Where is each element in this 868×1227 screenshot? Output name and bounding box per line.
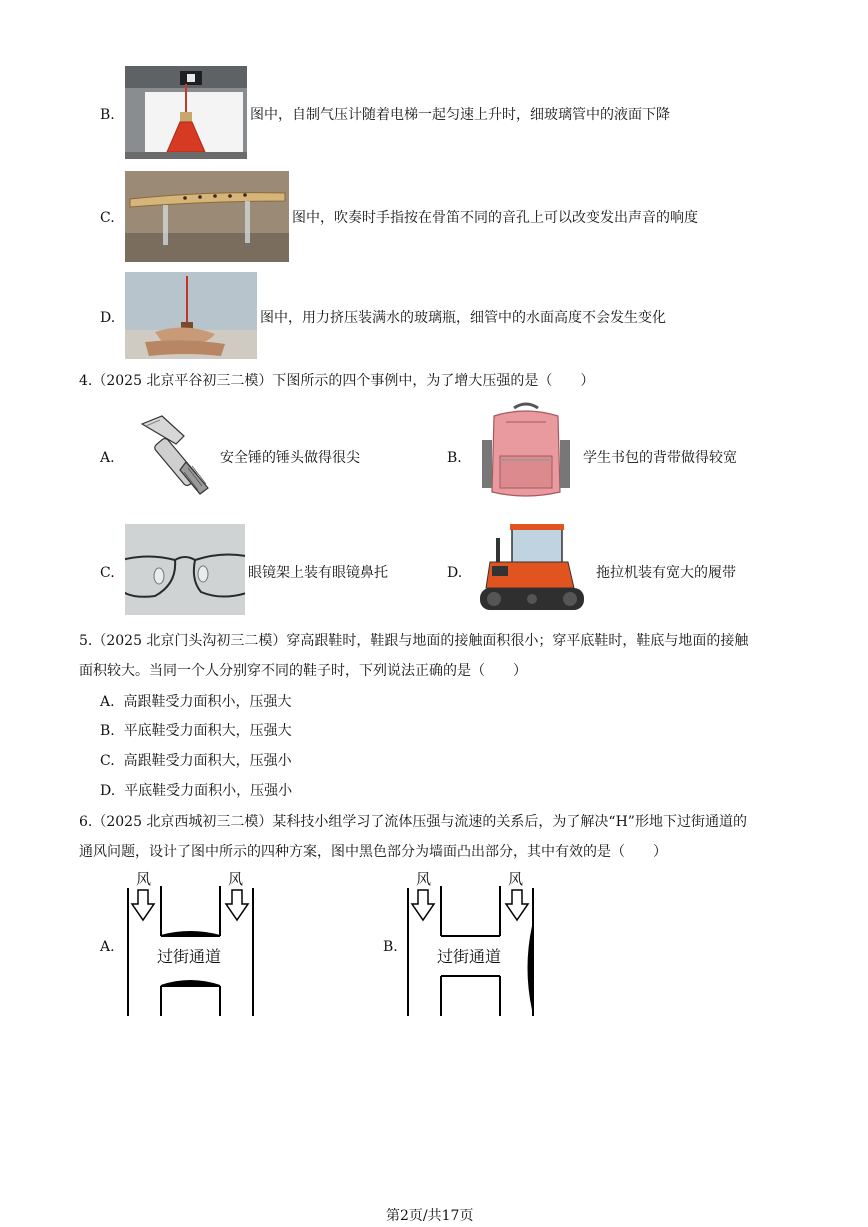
q4-option-d-label: D.: [447, 565, 463, 581]
q5-option-b-label: B.: [100, 723, 115, 739]
q6-diagram-a-wind-right: 风: [228, 870, 244, 888]
q5-option-d: [100, 782, 292, 800]
q5-stem-line-2: 面积较大。当同一个人分别穿不同的鞋子时，下列说法正确的是（ ）: [79, 663, 527, 679]
q5-stem-line-1: 5.（2025 北京门头沟初三二模）穿高跟鞋时，鞋跟与地面的接触面积很小；穿平底鞋时，鞋底与地面的接触: [79, 633, 749, 649]
q5-option-b: [100, 722, 292, 740]
q6-stem-line-2: 通风问题，设计了图中所示的四种方案，图中黑色部分为墙面凸出部分，其中有效的是（ ）: [79, 844, 667, 860]
squeeze-bottle-photo: [125, 272, 257, 359]
q3-option-b-label: B.: [100, 107, 115, 123]
q3-option-c-text: 图中，吹奏时手指按在骨笛不同的音孔上可以改变发出声音的响度: [292, 210, 698, 226]
q5-option-d-text: 平底鞋受力面积小，压强小: [124, 783, 293, 799]
q6-diagram-b-wind-right: 风: [508, 870, 524, 888]
q6-diagram-a-passage-label: 过街通道: [157, 947, 222, 966]
barometer-elevator-photo: [125, 66, 247, 159]
q4-option-c-label: C.: [100, 565, 115, 581]
eyeglasses-photo: [125, 524, 245, 615]
q5-option-c-label: C.: [100, 753, 115, 769]
q4-option-b-text: 学生书包的背带做得较宽: [583, 450, 737, 466]
safety-hammer-image: [138, 414, 218, 498]
page-footer: 第2页/共17页: [386, 1208, 474, 1224]
bone-flute-photo: [125, 171, 289, 262]
q6-diagram-b: [400, 868, 540, 1018]
q5-option-c: [100, 752, 292, 770]
q4-option-d-text: 拖拉机装有宽大的履带: [596, 565, 736, 581]
q6-stem-line-1: 6.（2025 北京西城初三二模）某科技小组学习了流体压强与流速的关系后，为了解决“H”形地下过街通道的: [79, 814, 747, 830]
q3-option-d-text: 图中，用力挤压装满水的玻璃瓶，细管中的水面高度不会发生变化: [260, 310, 666, 326]
backpack-image: [476, 400, 576, 504]
q5-option-d-label: D.: [100, 783, 116, 799]
q3-option-c-label: C.: [100, 210, 115, 226]
tractor-image: [472, 522, 590, 618]
q5-option-a-label: A.: [100, 694, 115, 710]
q4-option-a-label: A.: [100, 450, 115, 466]
q4-option-a-text: 安全锤的锤头做得很尖: [220, 450, 360, 466]
q6-diagram-a-wind-left: 风: [136, 870, 152, 888]
q3-option-d-label: D.: [100, 310, 116, 326]
q5-option-c-text: 高跟鞋受力面积大，压强小: [123, 753, 292, 769]
q3-option-b-text: 图中，自制气压计随着电梯一起匀速上升时，细玻璃管中的液面下降: [250, 107, 670, 123]
q4-option-b-label: B.: [447, 450, 462, 466]
q6-diagram-b-wind-left: 风: [416, 870, 432, 888]
q5-option-a: [100, 693, 291, 711]
q4-option-c-text: 眼镜架上装有眼镜鼻托: [248, 565, 388, 581]
q6-diagram-a: [120, 868, 260, 1018]
q6-diagram-b-label: B.: [383, 939, 398, 955]
q6-diagram-a-label: A.: [100, 939, 115, 955]
q5-option-a-text: 高跟鞋受力面积小，压强大: [123, 694, 292, 710]
q5-option-b-text: 平底鞋受力面积大，压强大: [123, 723, 292, 739]
q6-diagram-b-passage-label: 过街通道: [437, 947, 502, 966]
q4-stem: 4.（2025 北京平谷初三二模）下图所示的四个事例中，为了增大压强的是（ ）: [79, 373, 595, 389]
